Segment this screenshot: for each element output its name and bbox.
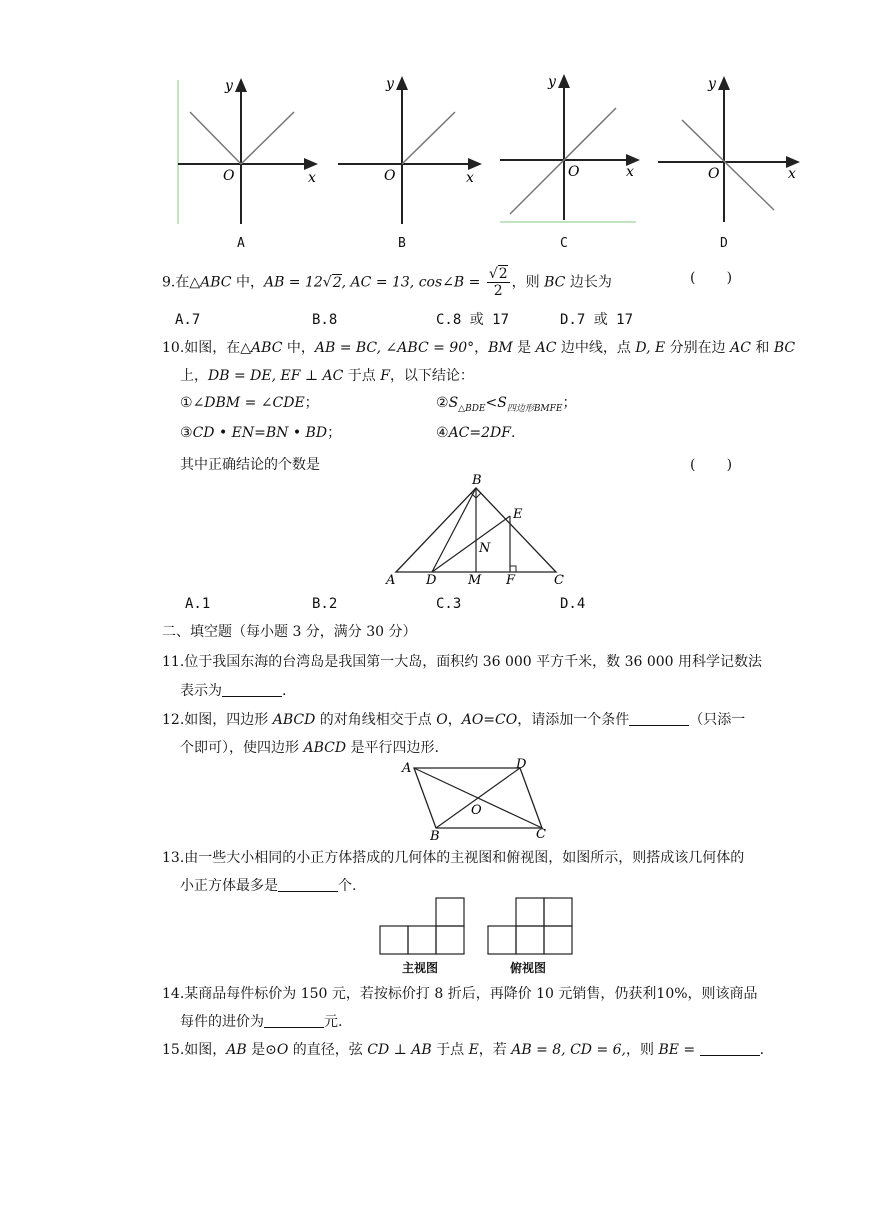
fig-label-c: C: [536, 827, 546, 842]
graph-origin-label: O: [384, 168, 396, 184]
fig-label-b: B: [472, 473, 482, 488]
graph-y-label: y: [225, 78, 233, 94]
graph-label-d: D: [720, 236, 728, 251]
q10-conclusion-2: $②S_{\triangle BDE}<S_{四边形BMFE}$；: [436, 395, 577, 414]
graph-b: [338, 76, 480, 224]
fig-label-e: E: [513, 507, 523, 522]
q9-option-a: A.7: [175, 312, 201, 328]
q10-answer-paren: ( ): [690, 457, 733, 473]
graph-label-b: B: [398, 236, 406, 251]
graph-c: [500, 74, 638, 222]
q10-conclusion-3: ③CD • EN=BN • BD；: [180, 425, 342, 441]
top-view: [488, 898, 572, 954]
q10-option-b: B.2: [312, 596, 338, 612]
graph-x-label: x: [466, 170, 474, 186]
q13-line2: 小正方体最多是 个.: [180, 878, 357, 894]
answer-graphs: [170, 72, 820, 237]
q14-line2: 每件的进价为 元.: [180, 1014, 343, 1030]
q9-answer-paren: ( ): [690, 270, 733, 286]
graph-y-label: y: [548, 74, 556, 90]
q12-line2: 个即可），使四边形 ABCD 是平行四边形.: [180, 740, 439, 756]
q11-line1: 11.位于我国东海的台湾岛是我国第一大岛，面积约 36 000 平方千米，数 36 000 用科学记数法: [162, 654, 763, 670]
q11-answer-blank: [222, 682, 282, 697]
q10-conclusion-1: ①∠DBM = ∠CDE；: [180, 395, 319, 411]
fig-label-f: F: [506, 573, 516, 588]
fig-label-o: O: [471, 803, 482, 818]
q9-stem: 9.在△ABC 中，AB = 12√2, AC = 13, cos∠B = $\frac{√2}{2}$ ，则 BC 边长为: [162, 266, 612, 299]
q13-line1: 13.由一些大小相同的小正方体搭成的几何体的主视图和俯视图，如图所示，则搭成该几何体的: [162, 850, 745, 866]
section-title: 二、填空题（每小题 3 分，满分 30 分）: [162, 624, 417, 640]
graph-d: [658, 76, 798, 222]
graph-x-label: x: [788, 166, 796, 182]
fig-label-a: A: [402, 761, 412, 776]
graph-x-label: x: [308, 170, 316, 186]
q10-option-a: A.1: [185, 596, 211, 612]
q13-views-figure: [376, 896, 586, 958]
fig-label-d: D: [516, 757, 527, 772]
graph-origin-label: O: [568, 164, 580, 180]
q10-conclusion-4: ④AC=2DF.: [436, 425, 516, 441]
q10-option-d: D.4: [560, 596, 586, 612]
q15-answer-blank: [700, 1041, 760, 1056]
graph-y-label: y: [708, 76, 716, 92]
front-view-label: 主视图: [402, 961, 439, 975]
fig-label-b: B: [430, 829, 440, 844]
q9-option-b: B.8: [312, 312, 338, 328]
q12-line1: 12.如图，四边形 ABCD 的对角线相交于点 O，AO=CO，请添加一个条件 （只添一: [162, 712, 746, 728]
q14-line1: 14.某商品每件标价为 150 元，若按标价打 8 折后，再降价 10 元销售，仍获利10%，则该商品: [162, 986, 758, 1002]
q9-option-c: C.8 或 17: [436, 312, 510, 328]
q12-parallelogram-figure: [396, 756, 556, 846]
q10-question: 其中正确结论的个数是: [180, 457, 320, 473]
graph-origin-label: O: [708, 166, 720, 182]
q11-line2: 表示为 .: [180, 683, 287, 699]
fig-label-m: M: [468, 573, 482, 588]
q14-answer-blank: [264, 1013, 324, 1028]
q10-triangle-figure: [380, 470, 580, 590]
graph-origin-label: O: [223, 168, 235, 184]
top-view-label: 俯视图: [510, 961, 547, 975]
q10-line2: 上，DB = DE, EF ⊥ AC 于点 F，以下结论：: [180, 368, 474, 384]
fig-label-n: N: [479, 541, 491, 556]
q9-option-d: D.7 或 17: [560, 312, 634, 328]
fig-label-a: A: [386, 573, 396, 588]
q12-answer-blank: [629, 711, 689, 726]
graph-label-a: A: [237, 236, 245, 251]
front-view: [380, 898, 464, 954]
graph-y-label: y: [386, 76, 394, 92]
graph-a: [178, 78, 316, 224]
graph-x-label: x: [626, 164, 634, 180]
graph-label-c: C: [560, 236, 568, 251]
q10-option-c: C.3: [436, 596, 462, 612]
fig-label-d: D: [426, 573, 437, 588]
q13-answer-blank: [278, 877, 338, 892]
q10-line1: 10.如图，在△ABC 中，AB = BC, ∠ABC = 90°，BM 是 AC 边中线，点 D, E 分别在边 AC 和 BC: [162, 340, 796, 356]
fig-label-c: C: [554, 573, 564, 588]
q15-line: 15.如图，AB 是⊙O 的直径，弦 CD ⊥ AB 于点 E，若 AB = 8, CD = 6,，则 BE = .: [162, 1042, 765, 1058]
